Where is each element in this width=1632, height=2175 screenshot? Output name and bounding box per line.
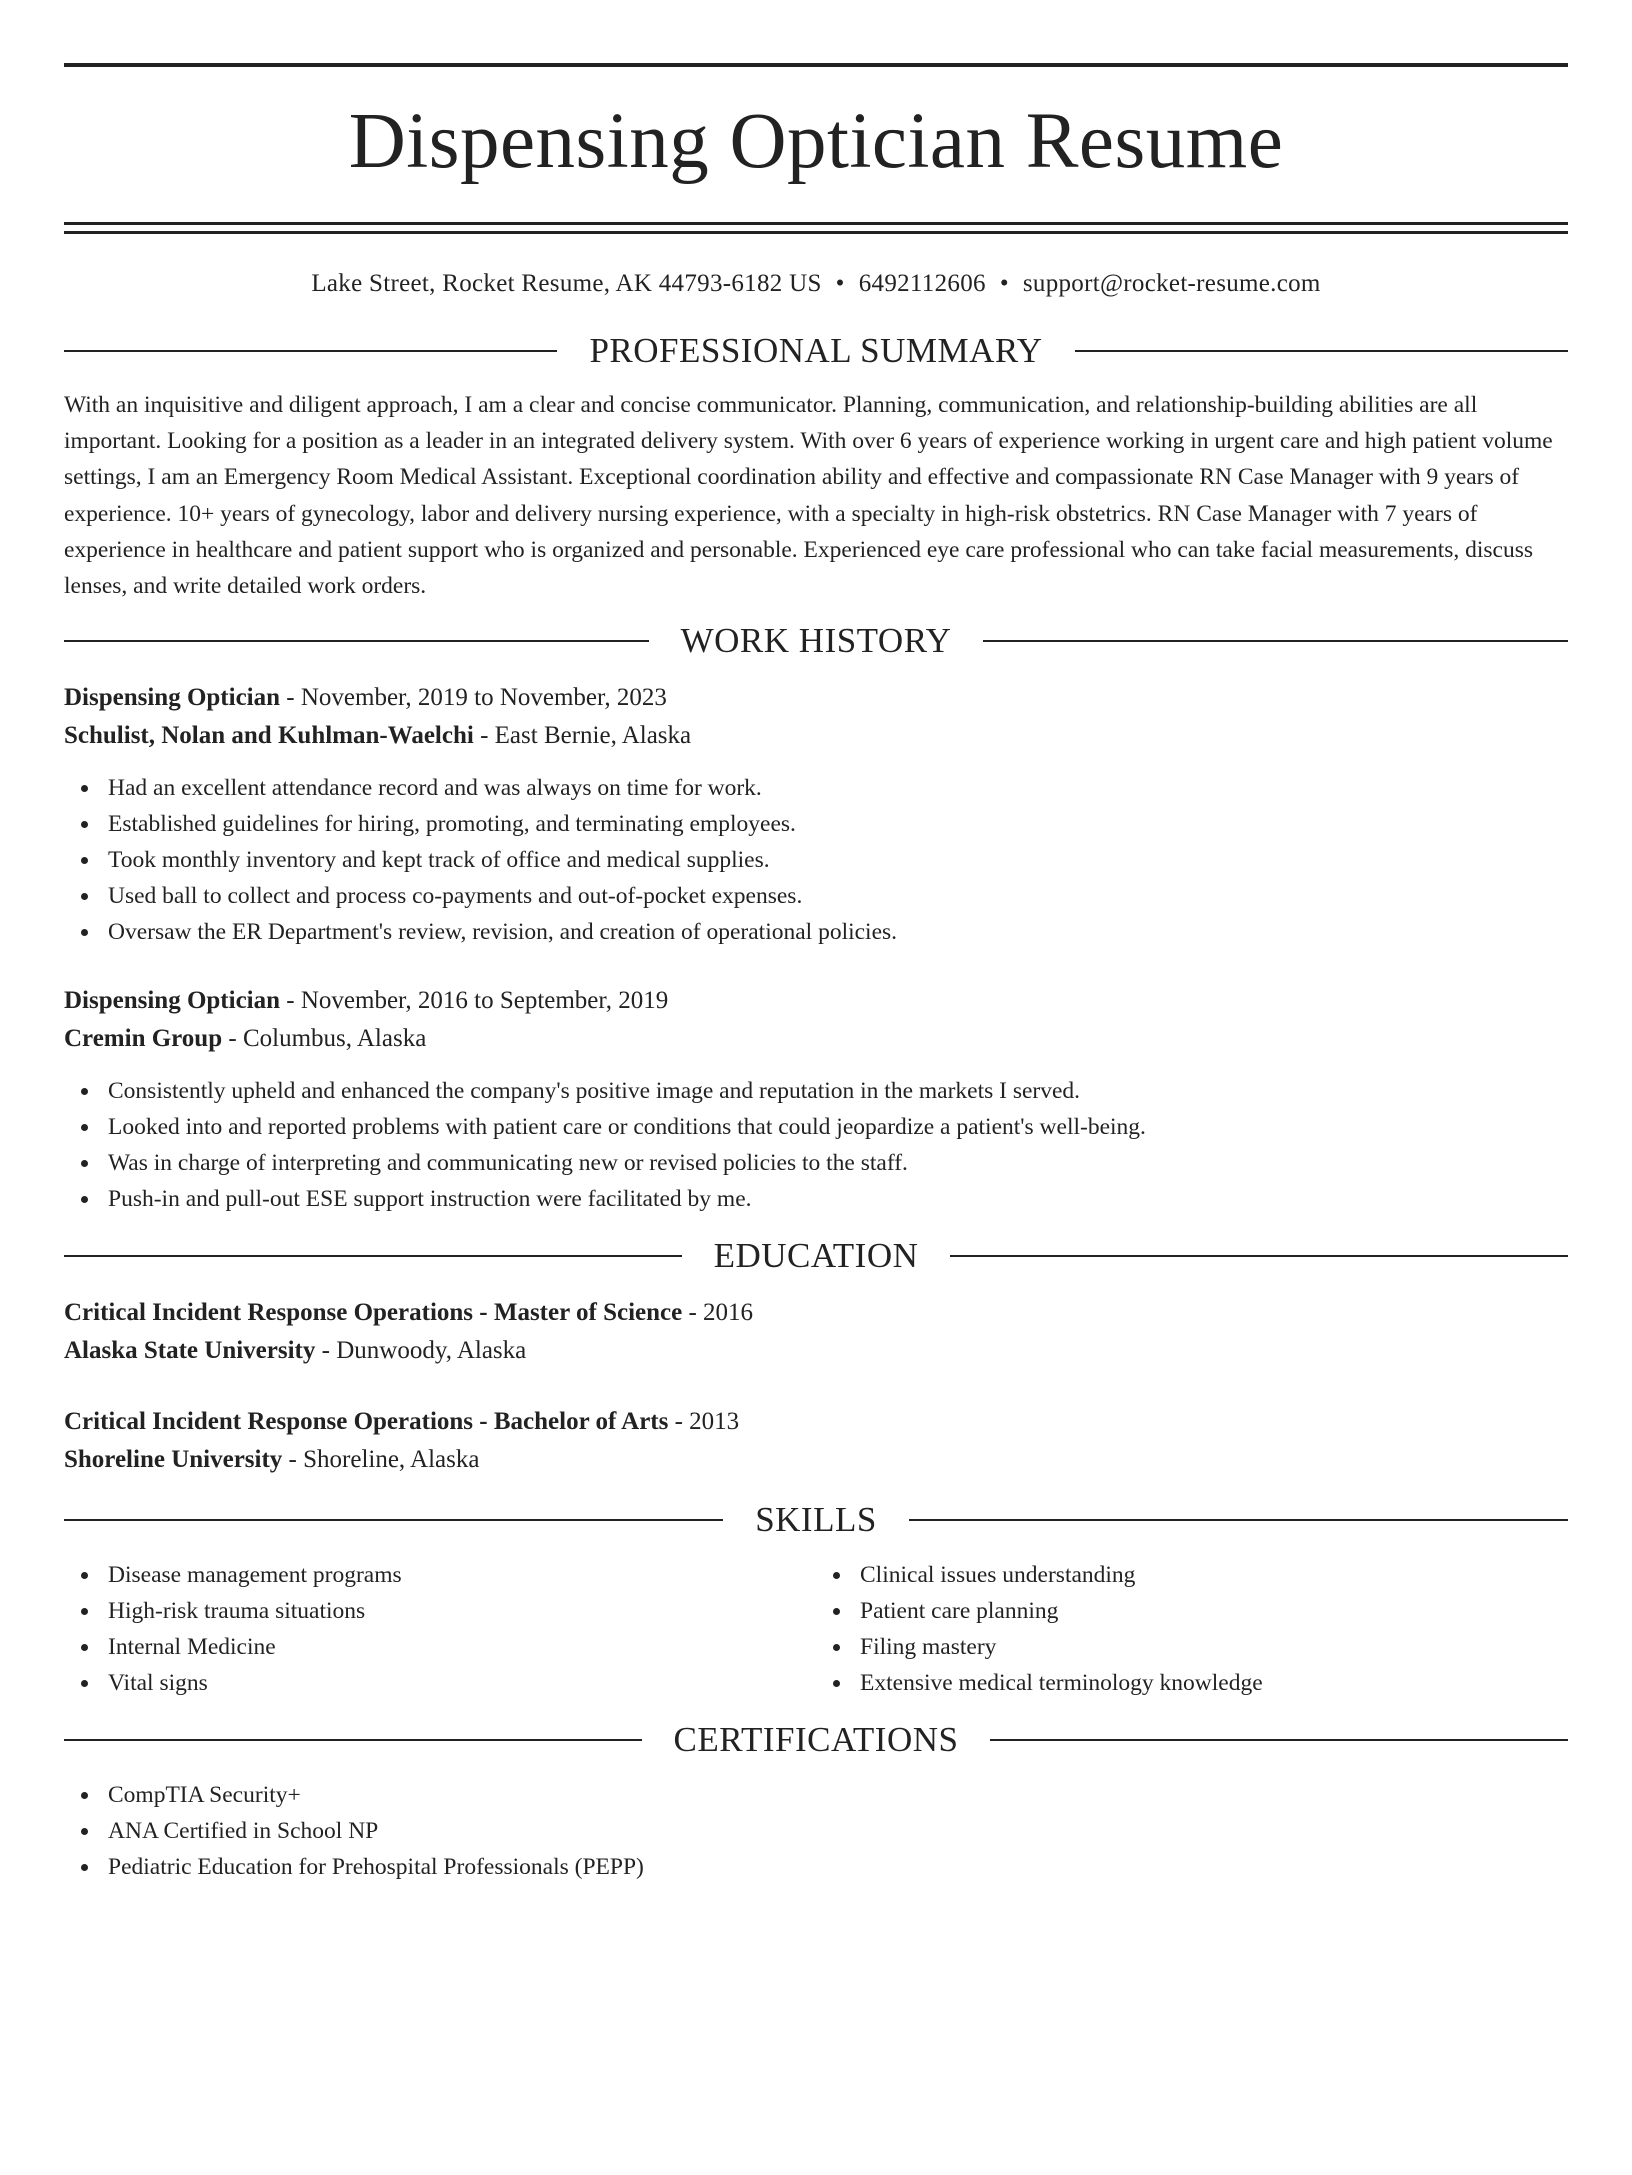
education-school: Alaska State University xyxy=(64,1337,316,1365)
certification-item: CompTIA Security+ xyxy=(108,1777,1568,1813)
job-dates: - November, 2016 to September, 2019 xyxy=(280,987,669,1015)
section-title-summary: PROFESSIONAL SUMMARY xyxy=(589,331,1043,370)
education-year: - 2013 xyxy=(668,1408,740,1436)
contact-phone: 6492112606 xyxy=(858,270,986,297)
education-year: - 2016 xyxy=(682,1299,754,1327)
education-location: - Dunwoody, Alaska xyxy=(315,1337,527,1365)
section-rule xyxy=(64,1739,642,1741)
summary-paragraph: With an inquisitive and diligent approach, I am a clear and concise communicator. Planning, communication, and relationship-building abilities are all important. Looking for a position as a leader in an integrated delivery system. With over 6 years of experience working in urgent care and high patient volume settings, I am an Emergency Room Medical Assistant. Exceptional coordination ability and effective and compassionate RN Case Manager with 9 years of experience. 10+ years of gynecology, labor and delivery nursing experience, with a specialty in high-risk obstetrics. RN Case Manager with 7 years of experience in healthcare and patient support who is organized and personable. Experienced eye care professional who can take facial measurements, discuss lenses, and write detailed work orders. xyxy=(64,392,1553,600)
education-entry xyxy=(64,1294,1568,1370)
education-school-line xyxy=(64,1332,1568,1370)
list-item: Had an excellent attendance record and was always on time for work. xyxy=(108,770,1568,806)
section-title-work: WORK HISTORY xyxy=(680,621,952,661)
job-title: Dispensing Optician xyxy=(64,987,281,1015)
education-location: - Shoreline, Alaska xyxy=(282,1446,480,1474)
skill-item: Patient care planning xyxy=(860,1593,1568,1629)
job-entry xyxy=(64,982,1568,1217)
education-degree-line xyxy=(64,1294,1568,1332)
job-entry xyxy=(64,679,1568,950)
top-rule xyxy=(64,63,1568,67)
job-location: - East Bernie, Alaska xyxy=(473,722,692,750)
section-rule xyxy=(64,1519,723,1521)
job-bullets xyxy=(64,770,1568,950)
contact-separator: • xyxy=(999,270,1009,297)
education-entry xyxy=(64,1403,1568,1479)
list-item: Push-in and pull-out ESE support instruction were facilitated by me. xyxy=(108,1181,1568,1217)
list-item: Took monthly inventory and kept track of office and medical supplies. xyxy=(108,842,1568,878)
section-rule xyxy=(983,640,1568,642)
job-title-line xyxy=(64,982,1568,1020)
skill-item: High-risk trauma situations xyxy=(108,1593,816,1629)
contact-address: Lake Street, Rocket Resume, AK 44793-6182 US xyxy=(311,270,822,297)
skill-item: Disease management programs xyxy=(108,1557,816,1593)
section-title-education: EDUCATION xyxy=(713,1236,919,1276)
skill-item: Clinical issues understanding xyxy=(860,1557,1568,1593)
skill-item: Extensive medical terminology knowledge xyxy=(860,1665,1568,1701)
section-rule xyxy=(1075,350,1568,352)
job-dates: - November, 2019 to November, 2023 xyxy=(280,684,667,712)
list-item: Oversaw the ER Department's review, revision, and creation of operational policies. xyxy=(108,914,1568,950)
list-item: Established guidelines for hiring, promoting, and terminating employees. xyxy=(108,806,1568,842)
contact-separator: • xyxy=(835,270,845,297)
skill-item: Vital signs xyxy=(108,1665,816,1701)
job-title: Dispensing Optician xyxy=(64,684,281,712)
section-title-certifications: CERTIFICATIONS xyxy=(673,1720,959,1760)
contact-email: support@rocket-resume.com xyxy=(1022,270,1321,297)
list-item: Used ball to collect and process co-payments and out-of-pocket expenses. xyxy=(108,878,1568,914)
skill-item: Filing mastery xyxy=(860,1629,1568,1665)
education-school-line xyxy=(64,1441,1568,1479)
job-company-line xyxy=(64,1020,1568,1058)
section-header-skills xyxy=(64,1498,1568,1542)
job-company-line xyxy=(64,717,1568,755)
skills-column-left xyxy=(64,1557,816,1701)
skills-column-right xyxy=(816,1557,1568,1701)
section-header-certifications xyxy=(64,1718,1568,1762)
section-header-summary xyxy=(64,329,1568,373)
section-title-skills: SKILLS xyxy=(755,1500,877,1540)
section-rule xyxy=(950,1255,1568,1257)
skills-grid xyxy=(64,1557,1568,1701)
certification-item: Pediatric Education for Prehospital Professionals (PEPP) xyxy=(108,1849,1568,1885)
section-rule xyxy=(990,1739,1568,1741)
certifications-list xyxy=(64,1777,1568,1885)
education-degree-line xyxy=(64,1403,1568,1441)
section-rule xyxy=(64,350,557,352)
skill-item: Internal Medicine xyxy=(108,1629,816,1665)
resume-title: Dispensing Optician Resume xyxy=(348,98,1284,185)
section-rule xyxy=(909,1519,1568,1521)
list-item: Looked into and reported problems with patient care or conditions that could jeopardize a patient's well-being. xyxy=(108,1109,1568,1145)
job-company: Schulist, Nolan and Kuhlman-Waelchi xyxy=(64,722,474,750)
job-company: Cremin Group xyxy=(64,1025,223,1053)
list-item: Was in charge of interpreting and communicating new or revised policies to the staff. xyxy=(108,1145,1568,1181)
job-bullets xyxy=(64,1073,1568,1217)
job-location: - Columbus, Alaska xyxy=(222,1025,427,1053)
section-header-work xyxy=(64,619,1568,663)
job-title-line xyxy=(64,679,1568,717)
contact-line xyxy=(64,267,1568,301)
education-degree: Critical Incident Response Operations - Bachelor of Arts xyxy=(64,1408,669,1436)
list-item: Consistently upheld and enhanced the company's positive image and reputation in the markets I served. xyxy=(108,1073,1568,1109)
section-header-education xyxy=(64,1234,1568,1278)
title-double-rule xyxy=(64,222,1568,234)
section-rule xyxy=(64,640,649,642)
education-degree: Critical Incident Response Operations - Master of Science xyxy=(64,1299,683,1327)
certification-item: ANA Certified in School NP xyxy=(108,1813,1568,1849)
education-school: Shoreline University xyxy=(64,1446,283,1474)
section-rule xyxy=(64,1255,682,1257)
resume-page xyxy=(0,63,1632,2175)
